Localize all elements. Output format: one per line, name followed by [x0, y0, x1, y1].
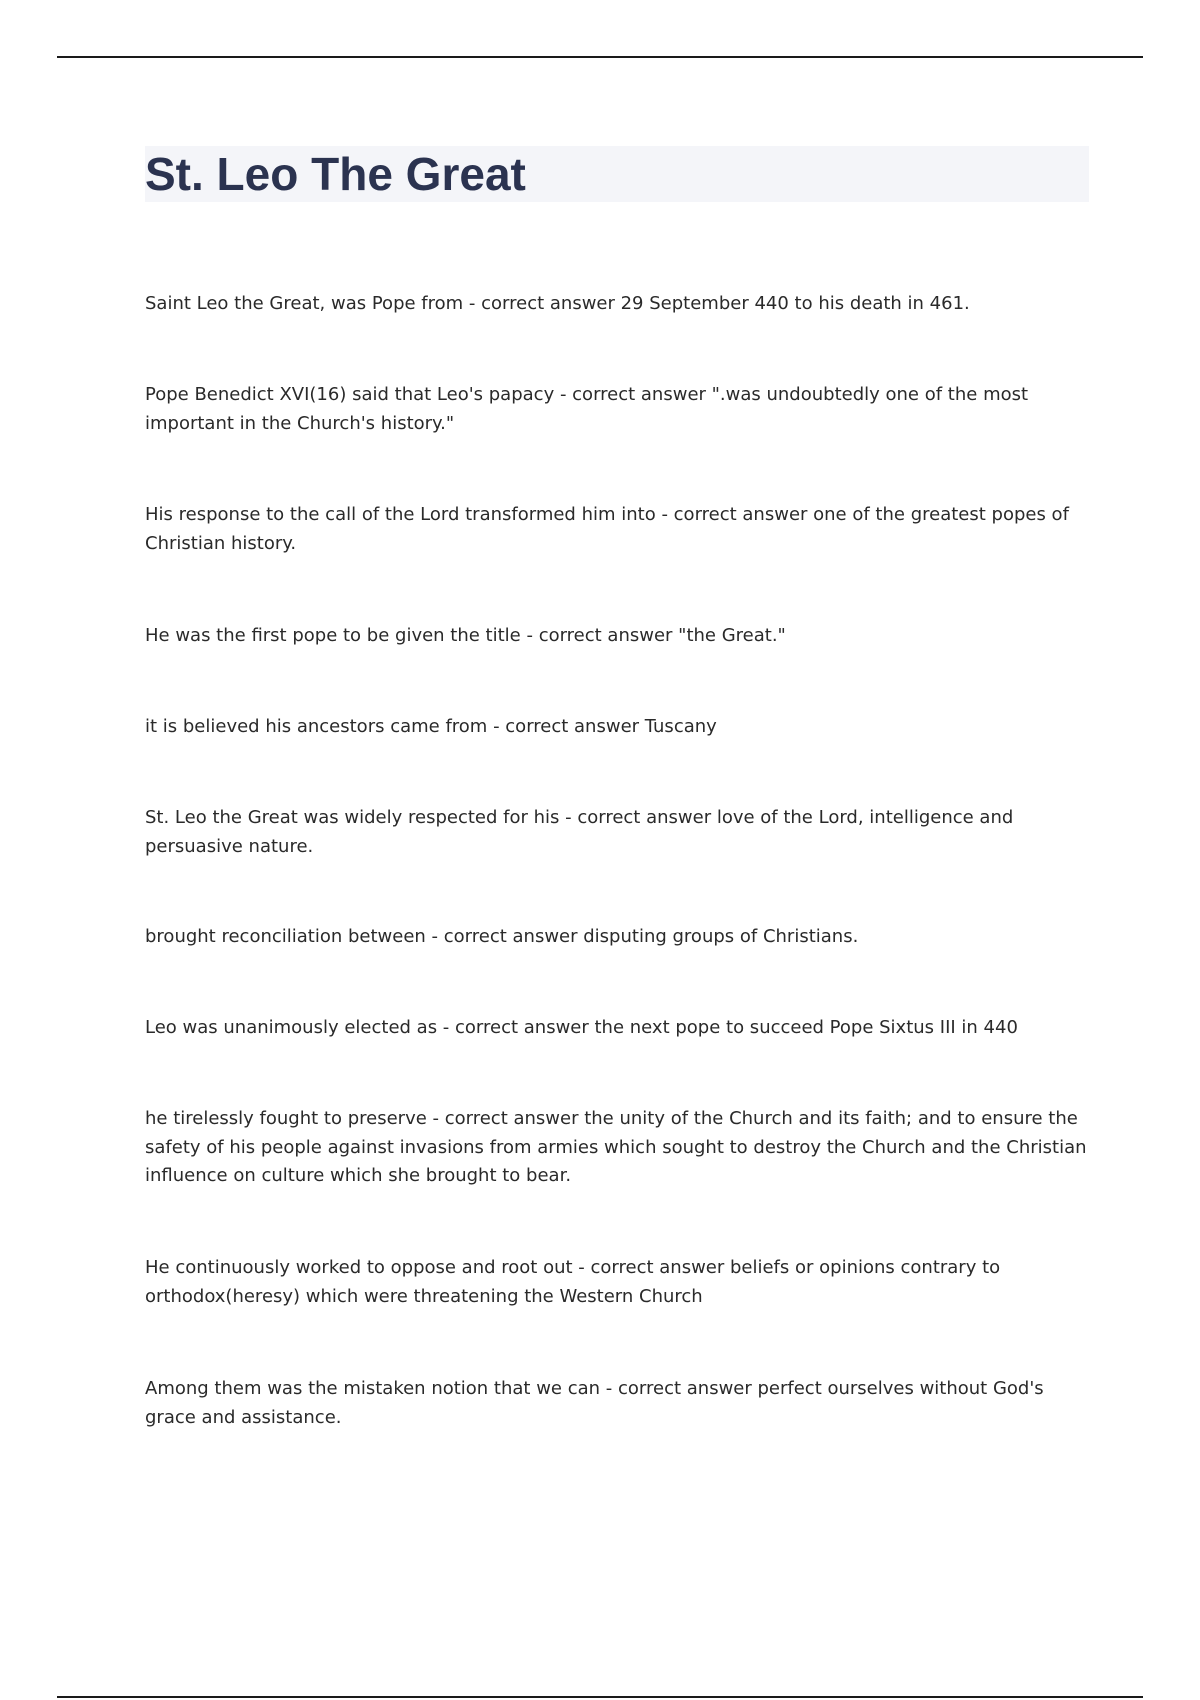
answer-text: 29 September 440 to his death in 461.	[620, 293, 970, 314]
answer-text: beliefs or opinions contrary to orthodox(heresy) which were threatening the Western Church	[145, 1257, 1001, 1307]
answer-separator: - correct answer	[600, 1378, 758, 1399]
top-rule	[57, 56, 1143, 58]
qa-item	[145, 501, 1090, 622]
question-text: Pope Benedict XVI(16) said that Leo's papacy	[145, 384, 555, 405]
question-text: He was the first pope to be given the title	[145, 625, 521, 646]
answer-separator: - correct answer	[572, 1257, 730, 1278]
question-text: he tirelessly fought to preserve	[145, 1108, 427, 1129]
question-text: Among them was the mistaken notion that we can	[145, 1378, 601, 1399]
question-text: His response to the call of the Lord transformed him into	[145, 504, 656, 525]
answer-separator: - correct answer	[559, 807, 717, 828]
qa-item	[145, 1375, 1090, 1432]
answer-text: the unity of the Church and its faith; and to ensure the safety of his people against invasions from armies which sought to destroy the Church and the Christian influence on culture which she brought to bear.	[145, 1108, 1087, 1186]
answer-separator: - correct answer	[463, 293, 621, 314]
question-text: He continuously worked to oppose and root out	[145, 1257, 573, 1278]
answer-text: ".was undoubtedly one of the most important in the Church's history."	[145, 384, 1029, 434]
answer-separator: - correct answer	[655, 504, 814, 525]
qa-list	[145, 290, 1090, 1432]
title-block	[145, 146, 1089, 202]
bottom-rule	[57, 1696, 1143, 1698]
answer-text: "the Great."	[678, 625, 786, 646]
qa-item	[145, 290, 1090, 381]
page-title: St. Leo The Great	[145, 148, 526, 200]
qa-item	[145, 381, 1090, 501]
qa-item	[145, 1105, 1090, 1254]
answer-text: disputing groups of Christians.	[583, 926, 859, 947]
answer-separator: - correct answer	[426, 1108, 585, 1129]
answer-text: one of the greatest popes of Christian history.	[145, 504, 1069, 554]
question-text: Saint Leo the Great, was Pope from	[145, 293, 464, 314]
answer-text: the next pope to succeed Pope Sixtus III in 440	[594, 1017, 1018, 1038]
answer-text: perfect ourselves without God's grace and assistance.	[145, 1378, 1044, 1428]
answer-separator: - correct answer	[520, 625, 679, 646]
qa-item	[145, 1254, 1090, 1375]
answer-text: Tuscany	[644, 716, 717, 737]
answer-text: love of the Lord, intelligence and persuasive nature.	[145, 807, 1014, 857]
qa-item	[145, 1014, 1090, 1105]
question-text: it is believed his ancestors came from	[145, 716, 488, 737]
qa-item	[145, 923, 1090, 1014]
question-text: St. Leo the Great was widely respected for his	[145, 807, 560, 828]
answer-separator: - correct answer	[554, 384, 712, 405]
answer-separator: - correct answer	[487, 716, 645, 737]
question-text: brought reconciliation between	[145, 926, 426, 947]
answer-separator: - correct answer	[425, 926, 584, 947]
qa-item	[145, 713, 1090, 804]
qa-item	[145, 622, 1090, 713]
answer-separator: - correct answer	[437, 1017, 595, 1038]
qa-item	[145, 804, 1090, 923]
question-text: Leo was unanimously elected as	[145, 1017, 438, 1038]
